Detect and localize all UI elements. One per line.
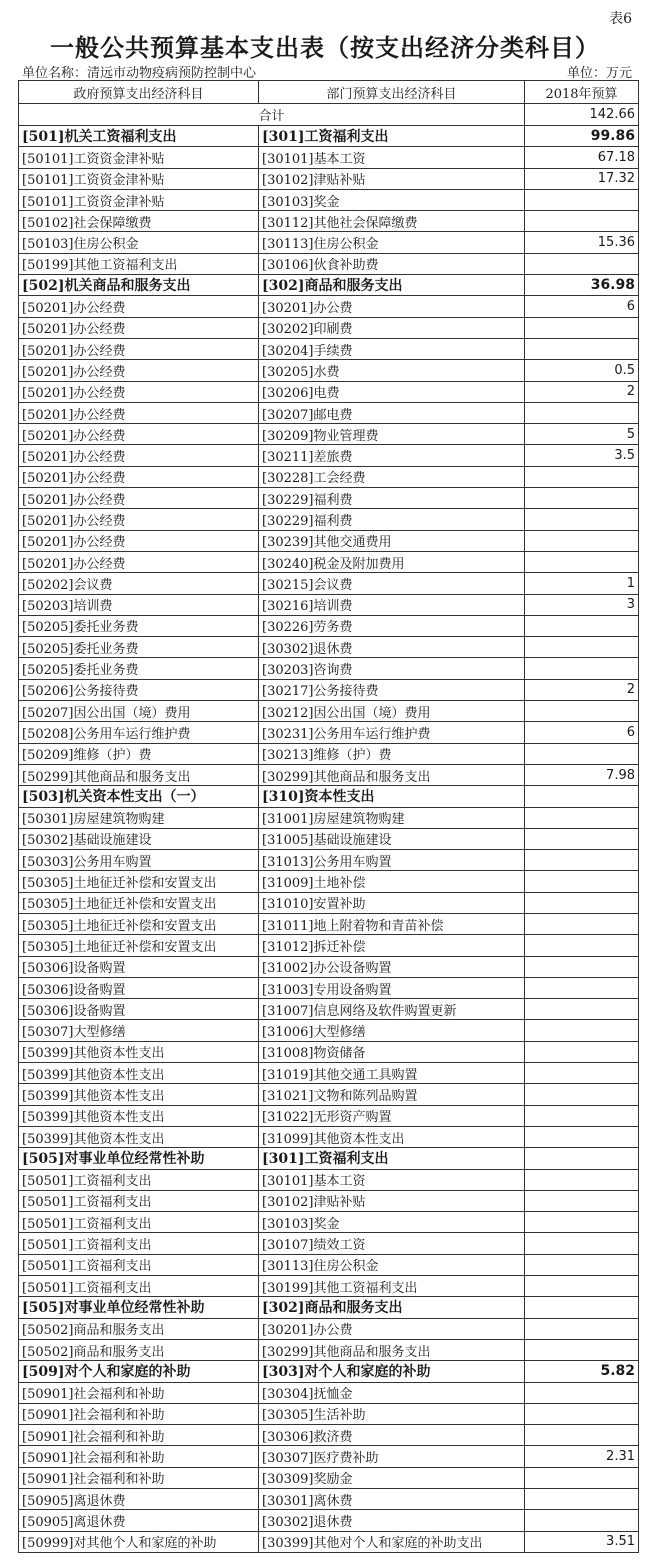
budget-value-cell xyxy=(525,701,639,722)
dept-category-cell: [30113]住房公积金 xyxy=(259,232,525,253)
budget-value-cell xyxy=(525,935,639,956)
budget-value-cell xyxy=(525,1190,639,1211)
gov-category-cell: [50209]维修（护）费 xyxy=(19,743,259,764)
gov-category-cell: [50101]工资资金津补贴 xyxy=(19,189,259,210)
table-row xyxy=(19,1489,639,1510)
total-row xyxy=(19,104,639,126)
dept-category-cell: [30229]福利费 xyxy=(259,488,525,509)
gov-category-cell: [50901]社会福利和补助 xyxy=(19,1446,259,1467)
budget-value-cell xyxy=(525,338,639,359)
gov-category-cell: [50306]设备购置 xyxy=(19,999,259,1020)
table-row xyxy=(19,381,639,402)
budget-value-cell: 15.36 xyxy=(525,232,639,253)
table-row xyxy=(19,1318,639,1339)
budget-value-cell xyxy=(525,913,639,934)
gov-category-cell: [50101]工资资金津补贴 xyxy=(19,147,259,168)
gov-category-cell: [50208]公务用车运行维护费 xyxy=(19,722,259,743)
dept-category-cell: [30112]其他社会保障缴费 xyxy=(259,211,525,232)
budget-value-cell xyxy=(525,1425,639,1446)
budget-value-cell: 6 xyxy=(525,722,639,743)
budget-value-cell: 2.31 xyxy=(525,1446,639,1467)
gov-category-cell: [50305]土地征迁补偿和安置支出 xyxy=(19,935,259,956)
table-number: 表6 xyxy=(609,11,632,27)
dept-category-cell: [31019]其他交通工具购置 xyxy=(259,1063,525,1084)
budget-value-cell: 67.18 xyxy=(525,147,639,168)
budget-value-cell xyxy=(525,871,639,892)
dept-category-cell: [30107]绩效工资 xyxy=(259,1233,525,1254)
budget-value-cell xyxy=(525,1254,639,1275)
table-row xyxy=(19,445,639,466)
table-row xyxy=(19,1425,639,1446)
dept-category-cell: [30309]奖励金 xyxy=(259,1467,525,1488)
table-row xyxy=(19,147,639,168)
table-body xyxy=(19,104,639,1553)
table-row xyxy=(19,615,639,636)
dept-category-cell: [31007]信息网络及软件购置更新 xyxy=(259,999,525,1020)
dept-category-cell: [30101]基本工资 xyxy=(259,147,525,168)
dept-category-cell: [30307]医疗费补助 xyxy=(259,1446,525,1467)
dept-category-cell: [30204]手续费 xyxy=(259,338,525,359)
gov-category-cell: [50201]办公经费 xyxy=(19,402,259,423)
budget-value-cell: 0.5 xyxy=(525,360,639,381)
gov-category-cell: [50306]设备购置 xyxy=(19,956,259,977)
budget-value-cell xyxy=(525,999,639,1020)
gov-category-cell: [50207]因公出国（境）费用 xyxy=(19,701,259,722)
table-row xyxy=(19,1212,639,1233)
budget-value-cell xyxy=(525,211,639,232)
table-row xyxy=(19,1339,639,1360)
table-row xyxy=(19,1467,639,1488)
gov-category-cell: [50905]离退休费 xyxy=(19,1489,259,1510)
gov-category-cell: [50501]工资福利支出 xyxy=(19,1254,259,1275)
header-budget-2018: 2018年预算 xyxy=(525,81,639,104)
dept-category-cell: [31006]大型修缮 xyxy=(259,1020,525,1041)
gov-category-cell: [50399]其他资本性支出 xyxy=(19,1105,259,1126)
dept-category-cell: [30216]培训费 xyxy=(259,594,525,615)
gov-category-cell: [50399]其他资本性支出 xyxy=(19,1041,259,1062)
gov-category-cell: [50501]工资福利支出 xyxy=(19,1276,259,1297)
dept-category-cell: [30201]办公费 xyxy=(259,1318,525,1339)
gov-category-cell: [50399]其他资本性支出 xyxy=(19,1063,259,1084)
table-row xyxy=(19,935,639,956)
table-row xyxy=(19,189,639,210)
dept-category-cell: [30215]会议费 xyxy=(259,573,525,594)
gov-category-cell: [50206]公务接待费 xyxy=(19,679,259,700)
budget-value-cell: 17.32 xyxy=(525,168,639,189)
gov-category-cell: [50303]公务用车购置 xyxy=(19,850,259,871)
table-row xyxy=(19,1361,639,1382)
table-row xyxy=(19,573,639,594)
budget-value-cell xyxy=(525,509,639,530)
budget-value-cell: 5.82 xyxy=(525,1361,639,1382)
budget-value-cell: 3.51 xyxy=(525,1531,639,1552)
budget-value-cell xyxy=(525,1403,639,1424)
table-row xyxy=(19,1403,639,1424)
dept-category-cell: [30304]抚恤金 xyxy=(259,1382,525,1403)
table-row xyxy=(19,551,639,572)
dept-category-cell: [30306]救济费 xyxy=(259,1425,525,1446)
gov-category-cell: [50305]土地征迁补偿和安置支出 xyxy=(19,892,259,913)
table-row xyxy=(19,828,639,849)
gov-category-cell: [50901]社会福利和补助 xyxy=(19,1467,259,1488)
budget-value-cell xyxy=(525,551,639,572)
dept-category-cell: [30212]因公出国（境）费用 xyxy=(259,701,525,722)
table-row xyxy=(19,892,639,913)
dept-category-cell: [30217]公务接待费 xyxy=(259,679,525,700)
budget-value-cell: 99.86 xyxy=(525,126,639,147)
dept-category-cell: [31009]土地补偿 xyxy=(259,871,525,892)
budget-value-cell xyxy=(525,1212,639,1233)
budget-value-cell xyxy=(525,658,639,679)
dept-category-cell: [30209]物业管理费 xyxy=(259,424,525,445)
dept-category-cell: [30202]印刷费 xyxy=(259,317,525,338)
dept-category-cell: [310]资本性支出 xyxy=(259,786,525,807)
gov-category-cell: [505]对事业单位经常性补助 xyxy=(19,1148,259,1169)
budget-value-cell xyxy=(525,402,639,423)
dept-category-cell: [30301]离休费 xyxy=(259,1489,525,1510)
gov-category-cell: [50307]大型修缮 xyxy=(19,1020,259,1041)
table-row xyxy=(19,1105,639,1126)
dept-category-cell: [30399]其他对个人和家庭的补助支出 xyxy=(259,1531,525,1552)
table-row xyxy=(19,764,639,785)
table-row xyxy=(19,1254,639,1275)
dept-category-cell: [31002]办公设备购置 xyxy=(259,956,525,977)
dept-category-cell: [30299]其他商品和服务支出 xyxy=(259,764,525,785)
budget-value-cell xyxy=(525,1169,639,1190)
gov-category-cell: [50201]办公经费 xyxy=(19,551,259,572)
dept-category-cell: [30229]福利费 xyxy=(259,509,525,530)
table-row xyxy=(19,1510,639,1531)
budget-value-cell xyxy=(525,1020,639,1041)
gov-category-cell: [502]机关商品和服务支出 xyxy=(19,275,259,296)
budget-value-cell xyxy=(525,892,639,913)
total-label: 合计 xyxy=(19,104,525,126)
table-row xyxy=(19,1276,639,1297)
gov-category-cell: [50205]委托业务费 xyxy=(19,658,259,679)
dept-category-cell: [31008]物资储备 xyxy=(259,1041,525,1062)
dept-category-cell: [303]对个人和家庭的补助 xyxy=(259,1361,525,1382)
header-row xyxy=(19,81,639,104)
total-value: 142.66 xyxy=(525,104,639,126)
gov-category-cell: [50302]基础设施建设 xyxy=(19,828,259,849)
table-row xyxy=(19,360,639,381)
budget-value-cell xyxy=(525,1084,639,1105)
gov-category-cell: [50205]委托业务费 xyxy=(19,615,259,636)
budget-value-cell xyxy=(525,530,639,551)
dept-category-cell: [30302]退休费 xyxy=(259,637,525,658)
gov-category-cell: [50905]离退休费 xyxy=(19,1510,259,1531)
budget-value-cell: 3.5 xyxy=(525,445,639,466)
table-row xyxy=(19,488,639,509)
budget-value-cell xyxy=(525,1105,639,1126)
table-row xyxy=(19,168,639,189)
budget-value-cell xyxy=(525,1467,639,1488)
budget-value-cell xyxy=(525,786,639,807)
gov-category-cell: [50305]土地征迁补偿和安置支出 xyxy=(19,913,259,934)
budget-value-cell xyxy=(525,1148,639,1169)
table-row xyxy=(19,530,639,551)
dept-category-cell: [302]商品和服务支出 xyxy=(259,275,525,296)
budget-value-cell: 5 xyxy=(525,424,639,445)
table-row xyxy=(19,1169,639,1190)
gov-category-cell: [50502]商品和服务支出 xyxy=(19,1318,259,1339)
table-row xyxy=(19,1446,639,1467)
budget-value-cell xyxy=(525,1318,639,1339)
table-row xyxy=(19,317,639,338)
gov-category-cell: [50203]培训费 xyxy=(19,594,259,615)
gov-category-cell: [50201]办公经费 xyxy=(19,381,259,402)
table-row xyxy=(19,850,639,871)
gov-category-cell: [50201]办公经费 xyxy=(19,360,259,381)
dept-category-cell: [30102]津贴补贴 xyxy=(259,168,525,189)
table-row xyxy=(19,424,639,445)
dept-category-cell: [31021]文物和陈列品购置 xyxy=(259,1084,525,1105)
gov-category-cell: [50301]房屋建筑物购建 xyxy=(19,807,259,828)
dept-category-cell: [31010]安置补助 xyxy=(259,892,525,913)
table-row xyxy=(19,701,639,722)
budget-value-cell xyxy=(525,807,639,828)
table-row xyxy=(19,1126,639,1147)
dept-category-cell: [31013]公务用车购置 xyxy=(259,850,525,871)
table-row xyxy=(19,977,639,998)
dept-category-cell: [31012]拆迁补偿 xyxy=(259,935,525,956)
gov-category-cell: [50305]土地征迁补偿和安置支出 xyxy=(19,871,259,892)
table-row xyxy=(19,1063,639,1084)
gov-category-cell: [50201]办公经费 xyxy=(19,338,259,359)
budget-value-cell xyxy=(525,850,639,871)
gov-category-cell: [50999]对其他个人和家庭的补助 xyxy=(19,1531,259,1552)
dept-category-cell: [30102]津贴补贴 xyxy=(259,1190,525,1211)
budget-value-cell xyxy=(525,1063,639,1084)
dept-category-cell: [30103]奖金 xyxy=(259,1212,525,1233)
gov-category-cell: [501]机关工资福利支出 xyxy=(19,126,259,147)
budget-value-cell xyxy=(525,1233,639,1254)
budget-value-cell xyxy=(525,637,639,658)
budget-value-cell xyxy=(525,743,639,764)
table-row xyxy=(19,509,639,530)
table-row xyxy=(19,211,639,232)
budget-value-cell: 2 xyxy=(525,679,639,700)
dept-category-cell: [30213]维修（护）费 xyxy=(259,743,525,764)
dept-category-cell: [30206]电费 xyxy=(259,381,525,402)
gov-category-cell: [50901]社会福利和补助 xyxy=(19,1425,259,1446)
table-row xyxy=(19,1041,639,1062)
unit-label: 单位：万元 xyxy=(566,66,632,81)
table-row xyxy=(19,1531,639,1552)
dept-category-cell: [31003]专用设备购置 xyxy=(259,977,525,998)
table-row xyxy=(19,296,639,317)
dept-category-cell: [30240]税金及附加费用 xyxy=(259,551,525,572)
table-row xyxy=(19,913,639,934)
dept-category-cell: [31099]其他资本性支出 xyxy=(259,1126,525,1147)
budget-value-cell xyxy=(525,317,639,338)
table-row xyxy=(19,679,639,700)
dept-category-cell: [30106]伙食补助费 xyxy=(259,253,525,274)
budget-value-cell xyxy=(525,488,639,509)
table-row xyxy=(19,637,639,658)
table-row xyxy=(19,253,639,274)
dept-category-cell: [302]商品和服务支出 xyxy=(259,1297,525,1318)
budget-value-cell xyxy=(525,466,639,487)
dept-category-cell: [301]工资福利支出 xyxy=(259,1148,525,1169)
budget-value-cell xyxy=(525,1382,639,1403)
gov-category-cell: [50201]办公经费 xyxy=(19,530,259,551)
table-row xyxy=(19,1382,639,1403)
gov-category-cell: [50102]社会保障缴费 xyxy=(19,211,259,232)
budget-value-cell xyxy=(525,1041,639,1062)
budget-value-cell: 3 xyxy=(525,594,639,615)
gov-category-cell: [50201]办公经费 xyxy=(19,488,259,509)
table-row xyxy=(19,126,639,147)
gov-category-cell: [50501]工资福利支出 xyxy=(19,1169,259,1190)
budget-value-cell xyxy=(525,977,639,998)
budget-value-cell xyxy=(525,1339,639,1360)
budget-value-cell xyxy=(525,1489,639,1510)
dept-category-cell: [30299]其他商品和服务支出 xyxy=(259,1339,525,1360)
dept-category-cell: [30231]公务用车运行维护费 xyxy=(259,722,525,743)
dept-category-cell: [30239]其他交通费用 xyxy=(259,530,525,551)
gov-category-cell: [50101]工资资金津补贴 xyxy=(19,168,259,189)
dept-category-cell: [301]工资福利支出 xyxy=(259,126,525,147)
table-row xyxy=(19,722,639,743)
table-row xyxy=(19,402,639,423)
table-row xyxy=(19,1084,639,1105)
table-row xyxy=(19,871,639,892)
gov-category-cell: [50201]办公经费 xyxy=(19,466,259,487)
header-gov-category: 政府预算支出经济科目 xyxy=(19,81,259,104)
table-row xyxy=(19,466,639,487)
budget-value-cell xyxy=(525,956,639,977)
gov-category-cell: [50501]工资福利支出 xyxy=(19,1212,259,1233)
dept-category-cell: [31005]基础设施建设 xyxy=(259,828,525,849)
budget-value-cell: 36.98 xyxy=(525,275,639,296)
table-row xyxy=(19,1190,639,1211)
dept-category-cell: [31011]地上附着物和青苗补偿 xyxy=(259,913,525,934)
gov-category-cell: [50299]其他商品和服务支出 xyxy=(19,764,259,785)
budget-value-cell: 1 xyxy=(525,573,639,594)
table-row xyxy=(19,1020,639,1041)
dept-category-cell: [30305]生活补助 xyxy=(259,1403,525,1424)
page-title: 一般公共预算基本支出表（按支出经济分类科目） xyxy=(50,33,600,62)
budget-value-cell xyxy=(525,1126,639,1147)
gov-category-cell: [505]对事业单位经常性补助 xyxy=(19,1297,259,1318)
gov-category-cell: [50501]工资福利支出 xyxy=(19,1190,259,1211)
table-row xyxy=(19,275,639,296)
dept-category-cell: [30101]基本工资 xyxy=(259,1169,525,1190)
dept-category-cell: [30207]邮电费 xyxy=(259,402,525,423)
dept-category-cell: [30211]差旅费 xyxy=(259,445,525,466)
dept-category-cell: [31022]无形资产购置 xyxy=(259,1105,525,1126)
header-dept-category: 部门预算支出经济科目 xyxy=(259,81,525,104)
gov-category-cell: [50502]商品和服务支出 xyxy=(19,1339,259,1360)
dept-category-cell: [30113]住房公积金 xyxy=(259,1254,525,1275)
budget-value-cell xyxy=(525,828,639,849)
gov-category-cell: [50205]委托业务费 xyxy=(19,637,259,658)
dept-category-cell: [30226]劳务费 xyxy=(259,615,525,636)
gov-category-cell: [50201]办公经费 xyxy=(19,445,259,466)
gov-category-cell: [50201]办公经费 xyxy=(19,509,259,530)
budget-value-cell xyxy=(525,1276,639,1297)
table-row xyxy=(19,338,639,359)
gov-category-cell: [50501]工资福利支出 xyxy=(19,1233,259,1254)
table-row xyxy=(19,1233,639,1254)
table-row xyxy=(19,658,639,679)
gov-category-cell: [50399]其他资本性支出 xyxy=(19,1084,259,1105)
dept-category-cell: [30203]咨询费 xyxy=(259,658,525,679)
table-row xyxy=(19,594,639,615)
table-row xyxy=(19,1148,639,1169)
dept-category-cell: [30201]办公费 xyxy=(259,296,525,317)
gov-category-cell: [509]对个人和家庭的补助 xyxy=(19,1361,259,1382)
gov-category-cell: [50201]办公经费 xyxy=(19,317,259,338)
gov-category-cell: [50901]社会福利和补助 xyxy=(19,1382,259,1403)
budget-value-cell xyxy=(525,189,639,210)
gov-category-cell: [50199]其他工资福利支出 xyxy=(19,253,259,274)
budget-value-cell: 2 xyxy=(525,381,639,402)
table-row xyxy=(19,956,639,977)
table-row xyxy=(19,232,639,253)
dept-category-cell: [30103]奖金 xyxy=(259,189,525,210)
dept-category-cell: [30302]退休费 xyxy=(259,1510,525,1531)
budget-value-cell xyxy=(525,1510,639,1531)
dept-category-cell: [30205]水费 xyxy=(259,360,525,381)
budget-value-cell xyxy=(525,1297,639,1318)
table-row xyxy=(19,999,639,1020)
budget-value-cell: 6 xyxy=(525,296,639,317)
budget-value-cell xyxy=(525,615,639,636)
budget-table xyxy=(18,80,639,1553)
gov-category-cell: [50201]办公经费 xyxy=(19,424,259,445)
gov-category-cell: [50901]社会福利和补助 xyxy=(19,1403,259,1424)
dept-category-cell: [30199]其他工资福利支出 xyxy=(259,1276,525,1297)
table-row xyxy=(19,1297,639,1318)
budget-value-cell xyxy=(525,253,639,274)
dept-category-cell: [30228]工会经费 xyxy=(259,466,525,487)
table-row xyxy=(19,743,639,764)
gov-category-cell: [50103]住房公积金 xyxy=(19,232,259,253)
budget-value-cell: 7.98 xyxy=(525,764,639,785)
gov-category-cell: [50306]设备购置 xyxy=(19,977,259,998)
gov-category-cell: [50201]办公经费 xyxy=(19,296,259,317)
gov-category-cell: [503]机关资本性支出（一） xyxy=(19,786,259,807)
table-row xyxy=(19,786,639,807)
dept-category-cell: [31001]房屋建筑物购建 xyxy=(259,807,525,828)
table-row xyxy=(19,807,639,828)
unit-name: 单位名称：清远市动物疫病预防控制中心 xyxy=(22,66,257,81)
gov-category-cell: [50202]会议费 xyxy=(19,573,259,594)
gov-category-cell: [50399]其他资本性支出 xyxy=(19,1126,259,1147)
